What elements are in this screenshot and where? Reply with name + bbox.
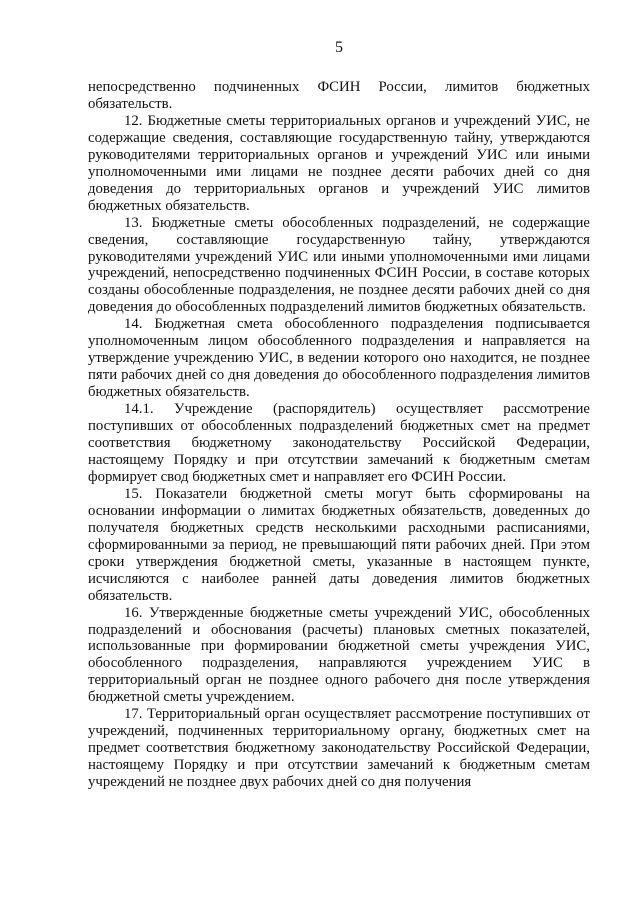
paragraph-item-17: 17. Территориальный орган осуществляет рассмотрение поступивших от учреждений, подчиненных территориальному органу, бюджетных смет на предмет соответствия бюджетному законодательству Российской Федерации, настоящему Порядку и при отсутствии замечаний к бюджетным сметам учреждений не позднее двух рабочих дней со дня получения [88,706,590,791]
paragraph-item-14: 14. Бюджетная смета обособленного подразделения подписывается уполномоченным лицом обособленного подразделения и направляется на утверждение учреждению УИС, в ведении которого оно находится, не позднее пяти рабочих дней со дня доведения до обособленного подразделения лимитов бюджетных обязательств. [88,316,590,401]
paragraph-item-16: 16. Утвержденные бюджетные сметы учреждений УИС, обособленных подразделений и обоснования (расчеты) плановых сметных показателей, использованные при формировании бюджетной сметы учреждения УИС, обособленного подразделения, направляются учреждением УИС в территориальный орган не позднее одного рабочего дня после утверждения бюджетной сметы учреждением. [88,604,590,706]
paragraph-item-14-1: 14.1. Учреждение (распорядитель) осуществляет рассмотрение поступивших от обособленных подразделений бюджетных смет на предмет соответствия бюджетному законодательству Российской Федерации, настоящему Порядку и при отсутствии замечаний к бюджетным сметам формирует свод бюджетных смет и направляет его ФСИН России. [88,401,590,485]
page-number: 5 [335,39,343,56]
paragraph-continuation: непосредственно подчиненных ФСИН России, лимитов бюджетных обязательств. [88,79,590,112]
paragraph-item-13: 13. Бюджетные сметы обособленных подразделений, не содержащие сведения, составляющие государственную тайну, утверждаются руководителями учреждений УИС или иными уполномоченными ими лицами учреждений, непосредственно подчиненных ФСИН России, в составе которых созданы обособленные подразделения, не позднее десяти рабочих дней со дня доведения до обособленных подразделений лимитов бюджетных обязательств. [88,214,590,316]
paragraph-item-15: 15. Показатели бюджетной сметы могут быть сформированы на основании информации о лимитах бюджетных обязательств, доведенных до получателя бюджетных средств несколькими расходными расписаниями, сформированными за период, не превышающий пяти рабочих дней. При этом сроки утверждения бюджетной сметы, указанные в настоящем пункте, исчисляются с наиболее ранней даты доведения лимитов бюджетных обязательств. [88,485,590,604]
paragraph-item-12: 12. Бюджетные сметы территориальных органов и учреждений УИС, не содержащие сведения, составляющие государственную тайну, утверждаются руководителями территориальных органов и учреждений УИС или иными уполномоченными ими лицами не позднее десяти рабочих дней со дня доведения до территориальных органов и учреждений УИС лимитов бюджетных обязательств. [88,112,590,214]
